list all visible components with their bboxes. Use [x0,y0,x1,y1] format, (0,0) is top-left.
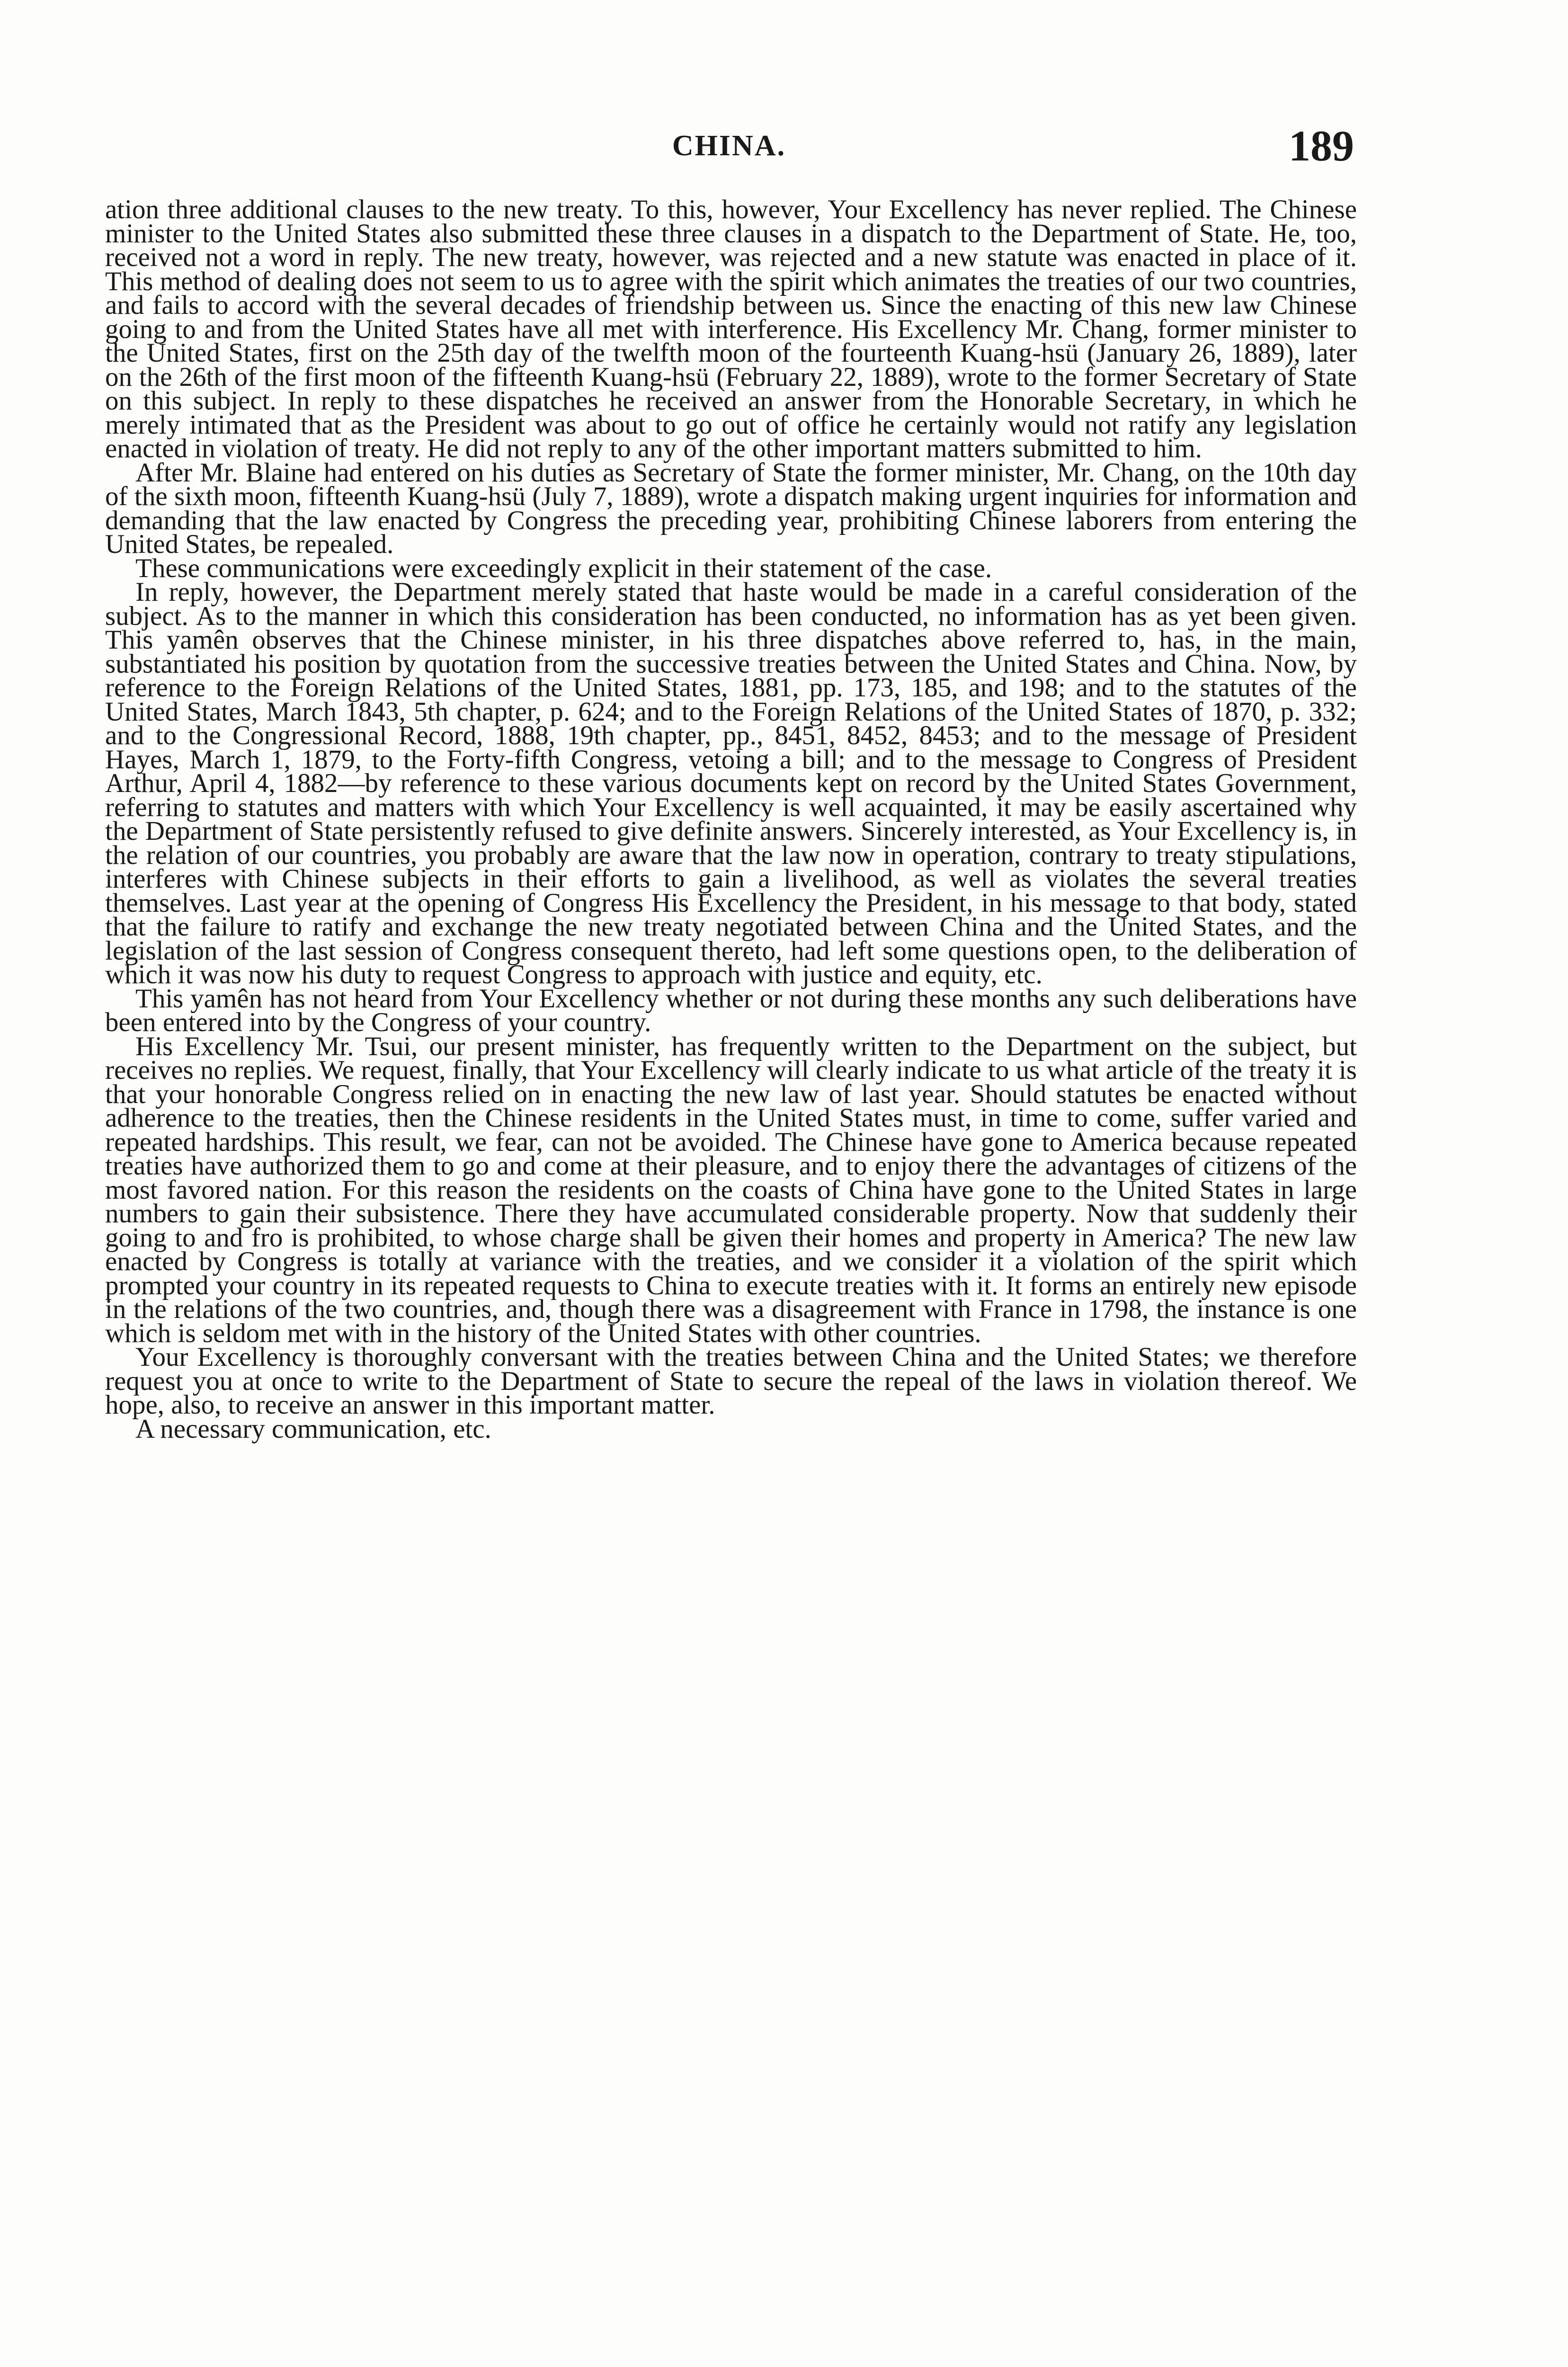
page-title: CHINA. [672,130,786,162]
body-text [105,195,1357,1444]
paragraph-tsui: His Excellency Mr. Tsui, our present minister, has frequently written to the Department on the subject, but receives no replies. We request, finally, that Your Excellency will clearly indicate to us what article of the treaty it is that your honorable Congress relied on in enacting the new law of last year. Should statutes be enacted without adherence to the treaties, then the Chinese residents in the United States must, in time to come, suffer varied and repeated hardships. This result, we fear, can not be avoided. The Chinese have gone to America because repeated treaties have authorized them to go and come at their pleasure, and to enjoy there the advantages of citizens of the most favored nation. For this reason the residents on the coasts of China have gone to the United States in large numbers to gain their subsistence. There they have accumulated considerable property. Now that suddenly their going to and fro is prohibited, to whose charge shall be given their homes and property in America? The new law enacted by Congress is totally at variance with the treaties, and we consider it a violation of the spirit which prompted your country in its repeated requests to China to execute treaties with it. It forms an entirely new episode in the relations of the two countries, and, though there was a disagreement with France in 1798, the instance is one which is seldom met with in the history of the United States with other countries. [105,1031,1357,1348]
paragraph-request: Your Excellency is thoroughly conversant with the treaties between China and the United States; we therefore request you at once to write to the Department of State to secure the repeal of the laws in violation thereof. We hope, also, to receive an answer in this important matter. [105,1342,1357,1420]
paragraph-closing: A necessary communication, etc. [135,1414,491,1444]
running-header [104,121,1354,178]
paragraph-communications: These communications were exceedingly explicit in their statement of the case. [135,553,992,583]
paragraph-continuation: ation three additional clauses to the new treaty. To this, however, Your Excellency has never replied. The Chinese minister to the United States also submitted these three clauses in a dispatch to the Department of State. He, too, received not a word in reply. The new treaty, however, was rejected and a new statute was enacted in place of it. This method of dealing does not seem to us to agree with the spirit which animates the treaties of our two countries, and fails to accord with the several decades of friendship between us. Since the enacting of this new law Chinese going to and from the United States have all met with interference. His Excellency Mr. Chang, former minister to the United States, first on the 25th day of the twelfth moon of the fourteenth Kuang-hsü (January 26, 1889), later on the 26th of the first moon of the fifteenth Kuang-hsü (February 22, 1889), wrote to the former Secretary of State on this subject. In reply to these dispatches he received an answer from the Honorable Secretary, in which he merely intimated that as the President was about to go out of office he certainly would not ratify any legislation enacted in violation of treaty. He did not reply to any of the other important matters submitted to him. [105,195,1357,463]
paragraph-blaine: After Mr. Blaine had entered on his duties as Secretary of State the former minister, Mr. Chang, on the 10th day of the sixth moon, fifteenth Kuang-hsü (July 7, 1889), wrote a dispatch making urgent inquiries for information and demanding that the law enacted by Congress the preceding year, prohibiting Chinese laborers from entering the United States, be repealed. [105,457,1357,559]
paragraph-reply: In reply, however, the Department merely stated that haste would be made in a careful consideration of the subject. As to the manner in which this consideration has been conducted, no information has as yet been given. This yamên observes that the Chinese minister, in his three dispatches above referred to, has, in the main, substantiated his position by quotation from the successive treaties between the United States and China. Now, by reference to the Foreign Relations of the United States, 1881, pp. 173, 185, and 198; and to the statutes of the United States, March 1843, 5th chapter, p. 624; and to the Foreign Relations of the United States of 1870, p. 332; and to the Congressional Record, 1888, 19th chapter, pp., 8451, 8452, 8453; and to the message of President Hayes, March 1, 1879, to the Forty-fifth Congress, vetoing a bill; and to the message to Congress of President Arthur, April 4, 1882—by reference to these various documents kept on record by the United States Government, referring to statutes and matters with which Your Excellency is well acquainted, it may be easily ascertained why the Department of State persistently refused to give definite answers. Sincerely interested, as Your Excellency is, in the relation of our countries, you probably are aware that the law now in operation, contrary to treaty stipulations, interferes with Chinese subjects in their efforts to gain a livelihood, as well as violates the several treaties themselves. Last year at the opening of Congress His Excellency the President, in his message to that body, stated that the failure to ratify and exchange the new treaty negotiated between China and the United States, and the legislation of the last session of Congress consequent thereto, had left some questions open, to the deliberation of which it was now his duty to request Congress to approach with justice and equity, etc. [105,577,1357,989]
paragraph-yamen: This yamên has not heard from Your Excellency whether or not during these months any such deliberations have been entered into by the Congress of your country. [105,983,1357,1037]
page-number: 189 [1289,122,1354,170]
